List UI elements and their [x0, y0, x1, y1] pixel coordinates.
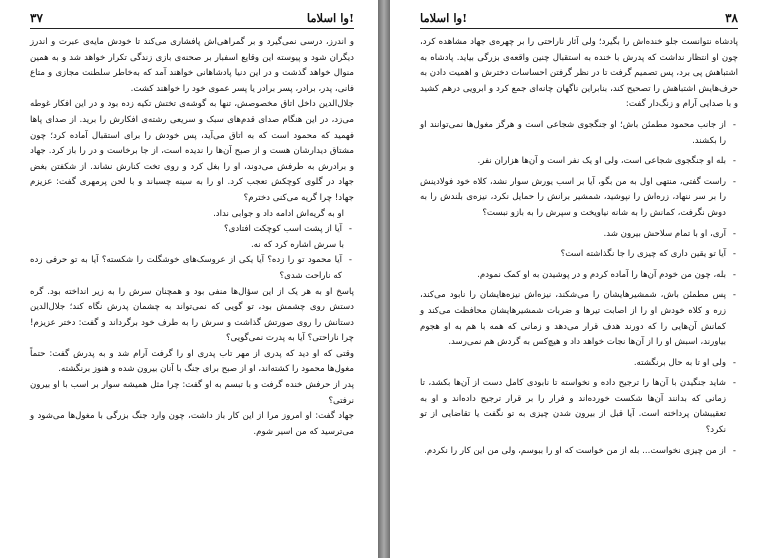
dialogue-line: - آیا تو یقین داری که چیزی را جا نگذاشته است؟ — [420, 247, 738, 263]
left-page — [0, 0, 378, 558]
dialogue-line: - پس مطمئن باش، شمشیرهایشان را می‌شکند، نیزه‌اش نیزه‌هایشان را نابود می‌کند، زره و کلاه خودش او را از اصابت تیرها و ضربات شمشیرهایشان محافظت می‌کند و کمانش آن‌هایی را که دورند هدف قرار می‌دهد و زمانی که همه با هم به او هجوم بیاورند، اسبش او را از آن‌ها نجات خواهد داد و هیچ‌کس به گردش هم نمی‌رسد. — [420, 288, 738, 350]
dialogue-line: - از جانب محمود مطمئن باش؛ او جنگجوی شجاعی است و هرگز مغول‌ها نمی‌توانند او را بکشند. — [420, 118, 738, 149]
dialogue-line: - آیا از پشت اسب کوچکت افتادی؟ — [30, 222, 354, 238]
dialogue-line: - آیا محمود تو را زده؟ آیا یکی از عروسک‌های خوشگلت را شکسته؟ آیا به تو حرفی زده که ناراحت شدی؟ — [30, 253, 354, 284]
page-number: ۳۸ — [725, 11, 738, 25]
paragraph: با سرش اشاره کرد که نه. — [250, 239, 344, 250]
dialogue-line: - از من چیزی نخواست... بله از من خواست که او را ببوسم، ولی من این کار را نکردم. — [420, 444, 738, 460]
paragraph: وقتی که او دید که پدری از مهر تاب پدری او را گرفت آرام شد و به پدرش گفت: حتماً مغول‌ها محمود را کشته‌اند، او از صبح برای جنگ با آنان بیرون شده و هنوز برنگشته. — [30, 348, 354, 375]
page-number: ۳۷ — [30, 11, 43, 25]
dialogue-line: - بله او جنگجوی شجاعی است، ولی او یک نفر است و آن‌ها هزاران نفر. — [420, 154, 738, 170]
page-header — [420, 8, 738, 29]
page-body — [30, 35, 354, 440]
paragraph: پدر از حرفش خنده گرفت و با تبسم به او گفت: چرا مثل همیشه سوار بر اسب با او بیرون نرفتی؟ — [30, 380, 354, 406]
right-page — [390, 0, 768, 558]
dialogue-line: - ولی او تا به حال برنگشته. — [420, 356, 738, 372]
page-body — [420, 35, 738, 459]
dialogue-line: - آری، او با تمام سلاحش بیرون شد. — [420, 227, 738, 243]
paragraph: و اندرز، درسی نمی‌گیرد و بر گمراهی‌اش پافشاری می‌کند تا خودش مایه‌ی عبرت و اندرز دیگران شود و پیوسته این وقایع اسفبار بر صحنه‌ی بازی زندگی تکرار خواهد شد و به همین منوال خواهد گذشت و در این دنیا پادشاهانی خواهند آمد که به‌خاطر سلطنت مجازی و متاع فانی، پدر، برادر، پسر برادر یا پسر عموی خود را خواهند کشت. — [30, 37, 354, 94]
book-gutter — [378, 0, 390, 558]
paragraph: او به گریه‌اش ادامه داد و جوابی نداد. — [213, 208, 344, 219]
dialogue-line: - بله، چون من خودم آن‌ها را آماده کردم و در پوشیدن به او کمک نمودم. — [420, 268, 738, 284]
paragraph: جهاد گفت: او امروز مرا از این کار باز داشت، چون وارد جنگ بزرگی با مغول‌ها می‌شود و می‌ترسید که من اسیر شوم. — [30, 411, 354, 437]
running-title: وا اسلاما! — [306, 11, 354, 25]
running-title: وا اسلاما! — [420, 11, 468, 25]
paragraph: پاسخ او به هر یک از این سؤال‌ها منفی بود و همچنان سرش را به زیر انداخته بود. گره دستش روی چشمش بود، تو گویی که نمی‌تواند به چشمان پدرش نگاه کند؛ جلال‌الدین دستانش را روی صورتش گذاشت و سرش را به طرف خود برگرداند و گفت: دختر عزیزم! چرا ناراحتی؟ آیا به پدرت نمی‌گویی؟ — [30, 286, 354, 344]
dialogue-line: - شاید جنگیدن با آن‌ها را ترجیح داده و نخواسته تا نابودی کامل دست از آن‌ها بکشد، تا زمانی که بدانند آن‌ها شکست خورده‌اند و فرار را بر قرار ترجیح داده‌اند و او به تعقیبشان پرداخته است. آیا قبل از بیرون شدن چیزی به تو نگفت یا تقاضایی از تو نکرد؟ — [420, 376, 738, 438]
paragraph: جلال‌الدین داخل اتاق مخصوصش، تنها به گوشه‌ی تختش تکیه زده بود و در این افکار غوطه می‌زد، در این هنگام صدای قدم‌های سبک و سریعی رشته‌ی افکارش را برید. از صدای پاها فهمید که محمود است که به اتاق می‌آید، پس خودش را برای استقبال آماده کرد؛ چون مشتاق دیدارشان هست و از صبح آن‌ها را ندیده است، از جا برخاست و در را باز کرد. جهاد و برادرش به طرفش می‌دوند، او را بغل کرد و روی تخت کنارش نشاند. از شکفتن بغض جهاد در گلوی کوچکش تعجب کرد. او را به سینه چسباند و با لحن پرمهری گفت: عزیزم جهاد! چرا گریه می‌کنی دخترم؟ — [30, 99, 354, 203]
dialogue-line: - راست گفتی، منتهی اول به من بگو، آیا بر اسب یورش سوار نشد، کلاه خود فولادینش را بر سر ننهاد، زره‌اش را نپوشید، شمشیر برانش را حمایل نکرد، نیزه‌ی بلندش را به دوش نگرفت، کمانش را به شانه نیاویخت و سپرش را به بازو نبست؟ — [420, 175, 738, 222]
page-header — [30, 8, 354, 29]
paragraph: پادشاه نتوانست جلو خنده‌اش را بگیرد؛ ولی آثار ناراحتی را بر چهره‌ی جهاد مشاهده کرد، چون او انتظار نداشت که پدرش با خنده به استقبال چنین واقعه‌ی بزرگی بیاید. پادشاه به اشتباهش پی برد، پس تصمیم گرفت تا در نظر گرفتن احساسات دخترش و اهمیت دادن به حرف‌هایش اشتباهش را تصحیح کند، بنابراین ناگهان چانه‌ای جمع کرد و ابرویی درهم کشید و با صدایی آرام و زنگ‌دار گفت: — [420, 37, 738, 110]
